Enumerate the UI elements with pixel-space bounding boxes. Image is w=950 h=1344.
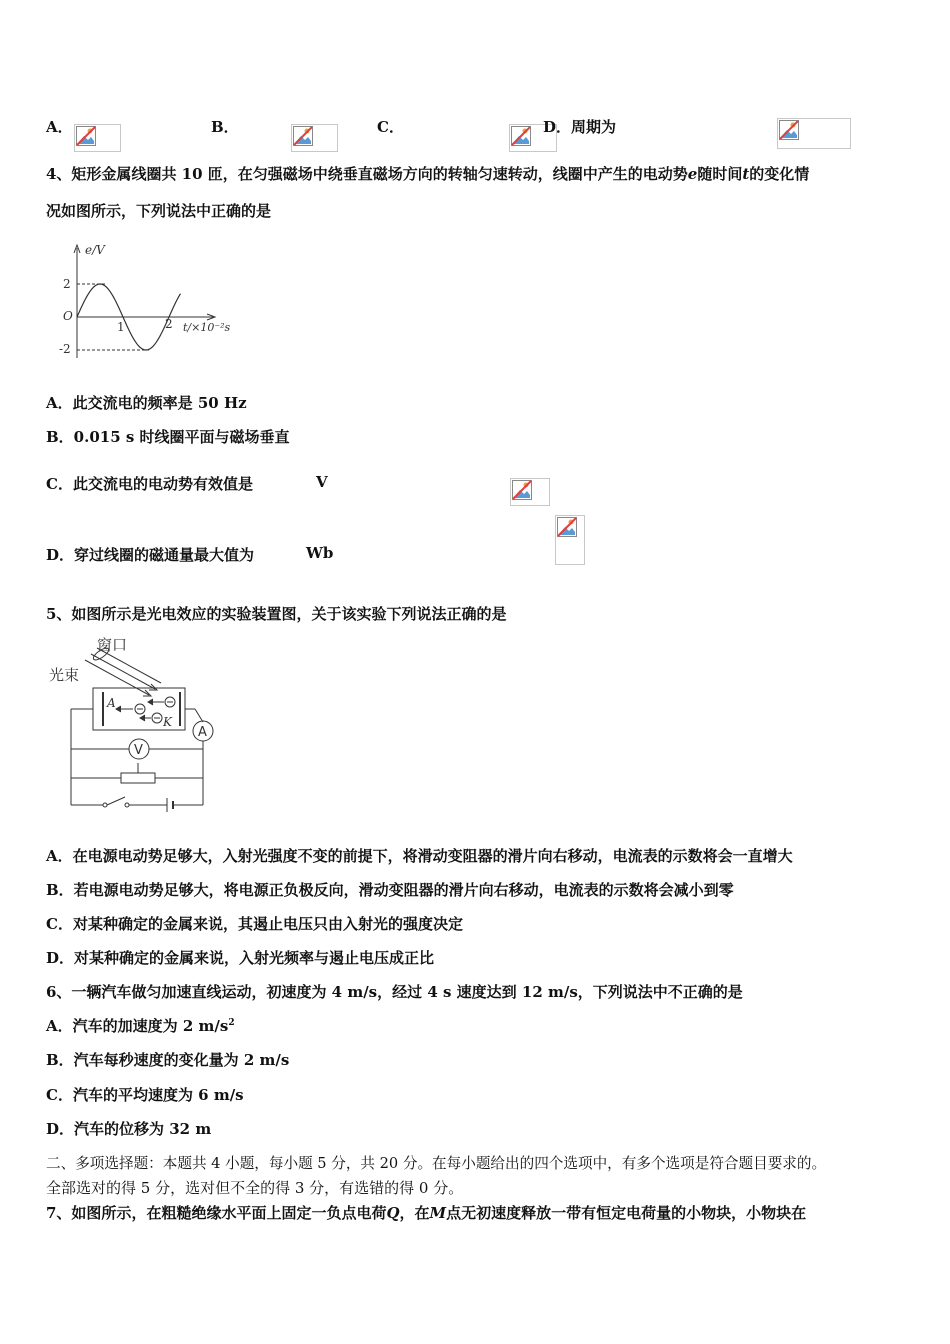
broken-image-icon <box>512 480 532 500</box>
broken-image-icon <box>511 126 531 146</box>
q4-option-c-image <box>510 478 550 506</box>
q4-option-a: A．此交流电的频率是 50 Hz <box>46 394 247 412</box>
q3-option-d-label: D．周期为 <box>543 118 617 136</box>
q6-option-d: D．汽车的位移为 32 m <box>46 1120 212 1138</box>
q3-option-d-image <box>777 118 851 149</box>
q7-stem: 7、如图所示，在粗糙绝缘水平面上固定一负点电荷Q，在M点无初速度释放一带有恒定电荷量的小物块，小物块在 <box>46 1204 807 1222</box>
broken-image-icon <box>779 120 799 140</box>
cathode-label: K <box>163 715 172 729</box>
origin-label: O <box>63 309 73 323</box>
q6-option-a: A．汽车的加速度为 2 $m/s^2$ <box>46 1017 235 1035</box>
q5-option-b: B．若电源电动势足够大，将电源正负极反向，滑动变阻器的滑片向右移动，电流表的示数将会减小到零 <box>46 881 734 899</box>
section2-heading-line2: 全部选对的得 5 分，选对但不全的得 3 分，有选错的得 0 分。 <box>46 1179 464 1197</box>
section2-heading-line1: 二、多项选择题：本题共 4 小题，每小题 5 分，共 20 分。在每小题给出的四个选项中，有多个选项是符合题目要求的。 <box>46 1155 827 1172</box>
q3-option-a-image <box>74 124 121 152</box>
q4-stem-line2: 况如图所示，下列说法中正确的是 <box>46 202 272 220</box>
q5-photoelectric-diagram <box>45 630 225 815</box>
anode-label: A <box>107 696 116 710</box>
q5-option-c: C．对某种确定的金属来说，其遏止电压只由入射光的强度决定 <box>46 915 463 933</box>
light-ray-1 <box>85 660 149 695</box>
q5-option-a: A．在电源电动势足够大，入射光强度不变的前提下，将滑动变阻器的滑片向右移动，电流表的示数将会一直增大 <box>46 847 793 865</box>
ammeter-label: A <box>198 725 207 740</box>
q4-stem-line1: 4、矩形金属线圈共 10 匝，在匀强磁场中绕垂直磁场方向的转轴匀速转动，线圈中产生的电动势e随时间t的变化情 <box>46 165 810 183</box>
q4-option-b: B．0.015 s 时线圈平面与磁场垂直 <box>46 428 290 446</box>
q3-option-c-label: C． <box>377 118 404 136</box>
q6-stem: 6、一辆汽车做匀加速直线运动，初速度为 4 m/s，经过 4 s 速度达到 12 m/s，下列说法中不正确的是 <box>46 983 743 1001</box>
ray-arrow-2 <box>149 684 157 690</box>
broken-image-icon <box>76 126 96 146</box>
q4-option-c-unit: V <box>316 473 328 491</box>
rheostat <box>121 773 155 783</box>
q4-emf-graph <box>55 240 245 362</box>
x-axis-label: t/×10⁻²s <box>183 321 231 334</box>
q5-stem: 5、如图所示是光电效应的实验装置图，关于该实验下列说法正确的是 <box>46 605 507 623</box>
q3-option-b-label: B． <box>211 118 239 136</box>
light-ray-3 <box>97 648 161 683</box>
switch <box>107 797 125 805</box>
q4-option-d-unit: Wb <box>306 544 334 562</box>
x-tick-2: 2 <box>165 317 173 331</box>
broken-image-icon <box>557 517 577 537</box>
q6-option-b: B．汽车每秒速度的变化量为 2 m/s <box>46 1051 290 1069</box>
q4-option-c: C．此交流电的电动势有效值是 <box>46 475 253 493</box>
x-tick-1: 1 <box>117 320 125 334</box>
y-axis-label: e/V <box>85 243 105 257</box>
q4-option-d-image <box>555 515 585 565</box>
broken-image-icon <box>293 126 313 146</box>
window-label: 窗口 <box>97 636 128 654</box>
light-beam-label: 光束 <box>49 666 80 684</box>
y-tick-pos: 2 <box>63 277 71 291</box>
q3-option-b-image <box>291 124 338 152</box>
light-ray-2 <box>91 654 155 689</box>
voltmeter-label: V <box>134 743 143 758</box>
q4-option-d: D．穿过线圈的磁通量最大值为 <box>46 546 255 564</box>
y-tick-neg: -2 <box>59 342 71 356</box>
q3-option-a-label: A． <box>46 118 73 136</box>
q6-option-c: C．汽车的平均速度为 6 m/s <box>46 1086 244 1104</box>
axes <box>74 245 215 358</box>
ray-arrow-1 <box>143 690 151 696</box>
q5-option-d: D．对某种确定的金属来说，入射光频率与遏止电压成正比 <box>46 949 435 967</box>
